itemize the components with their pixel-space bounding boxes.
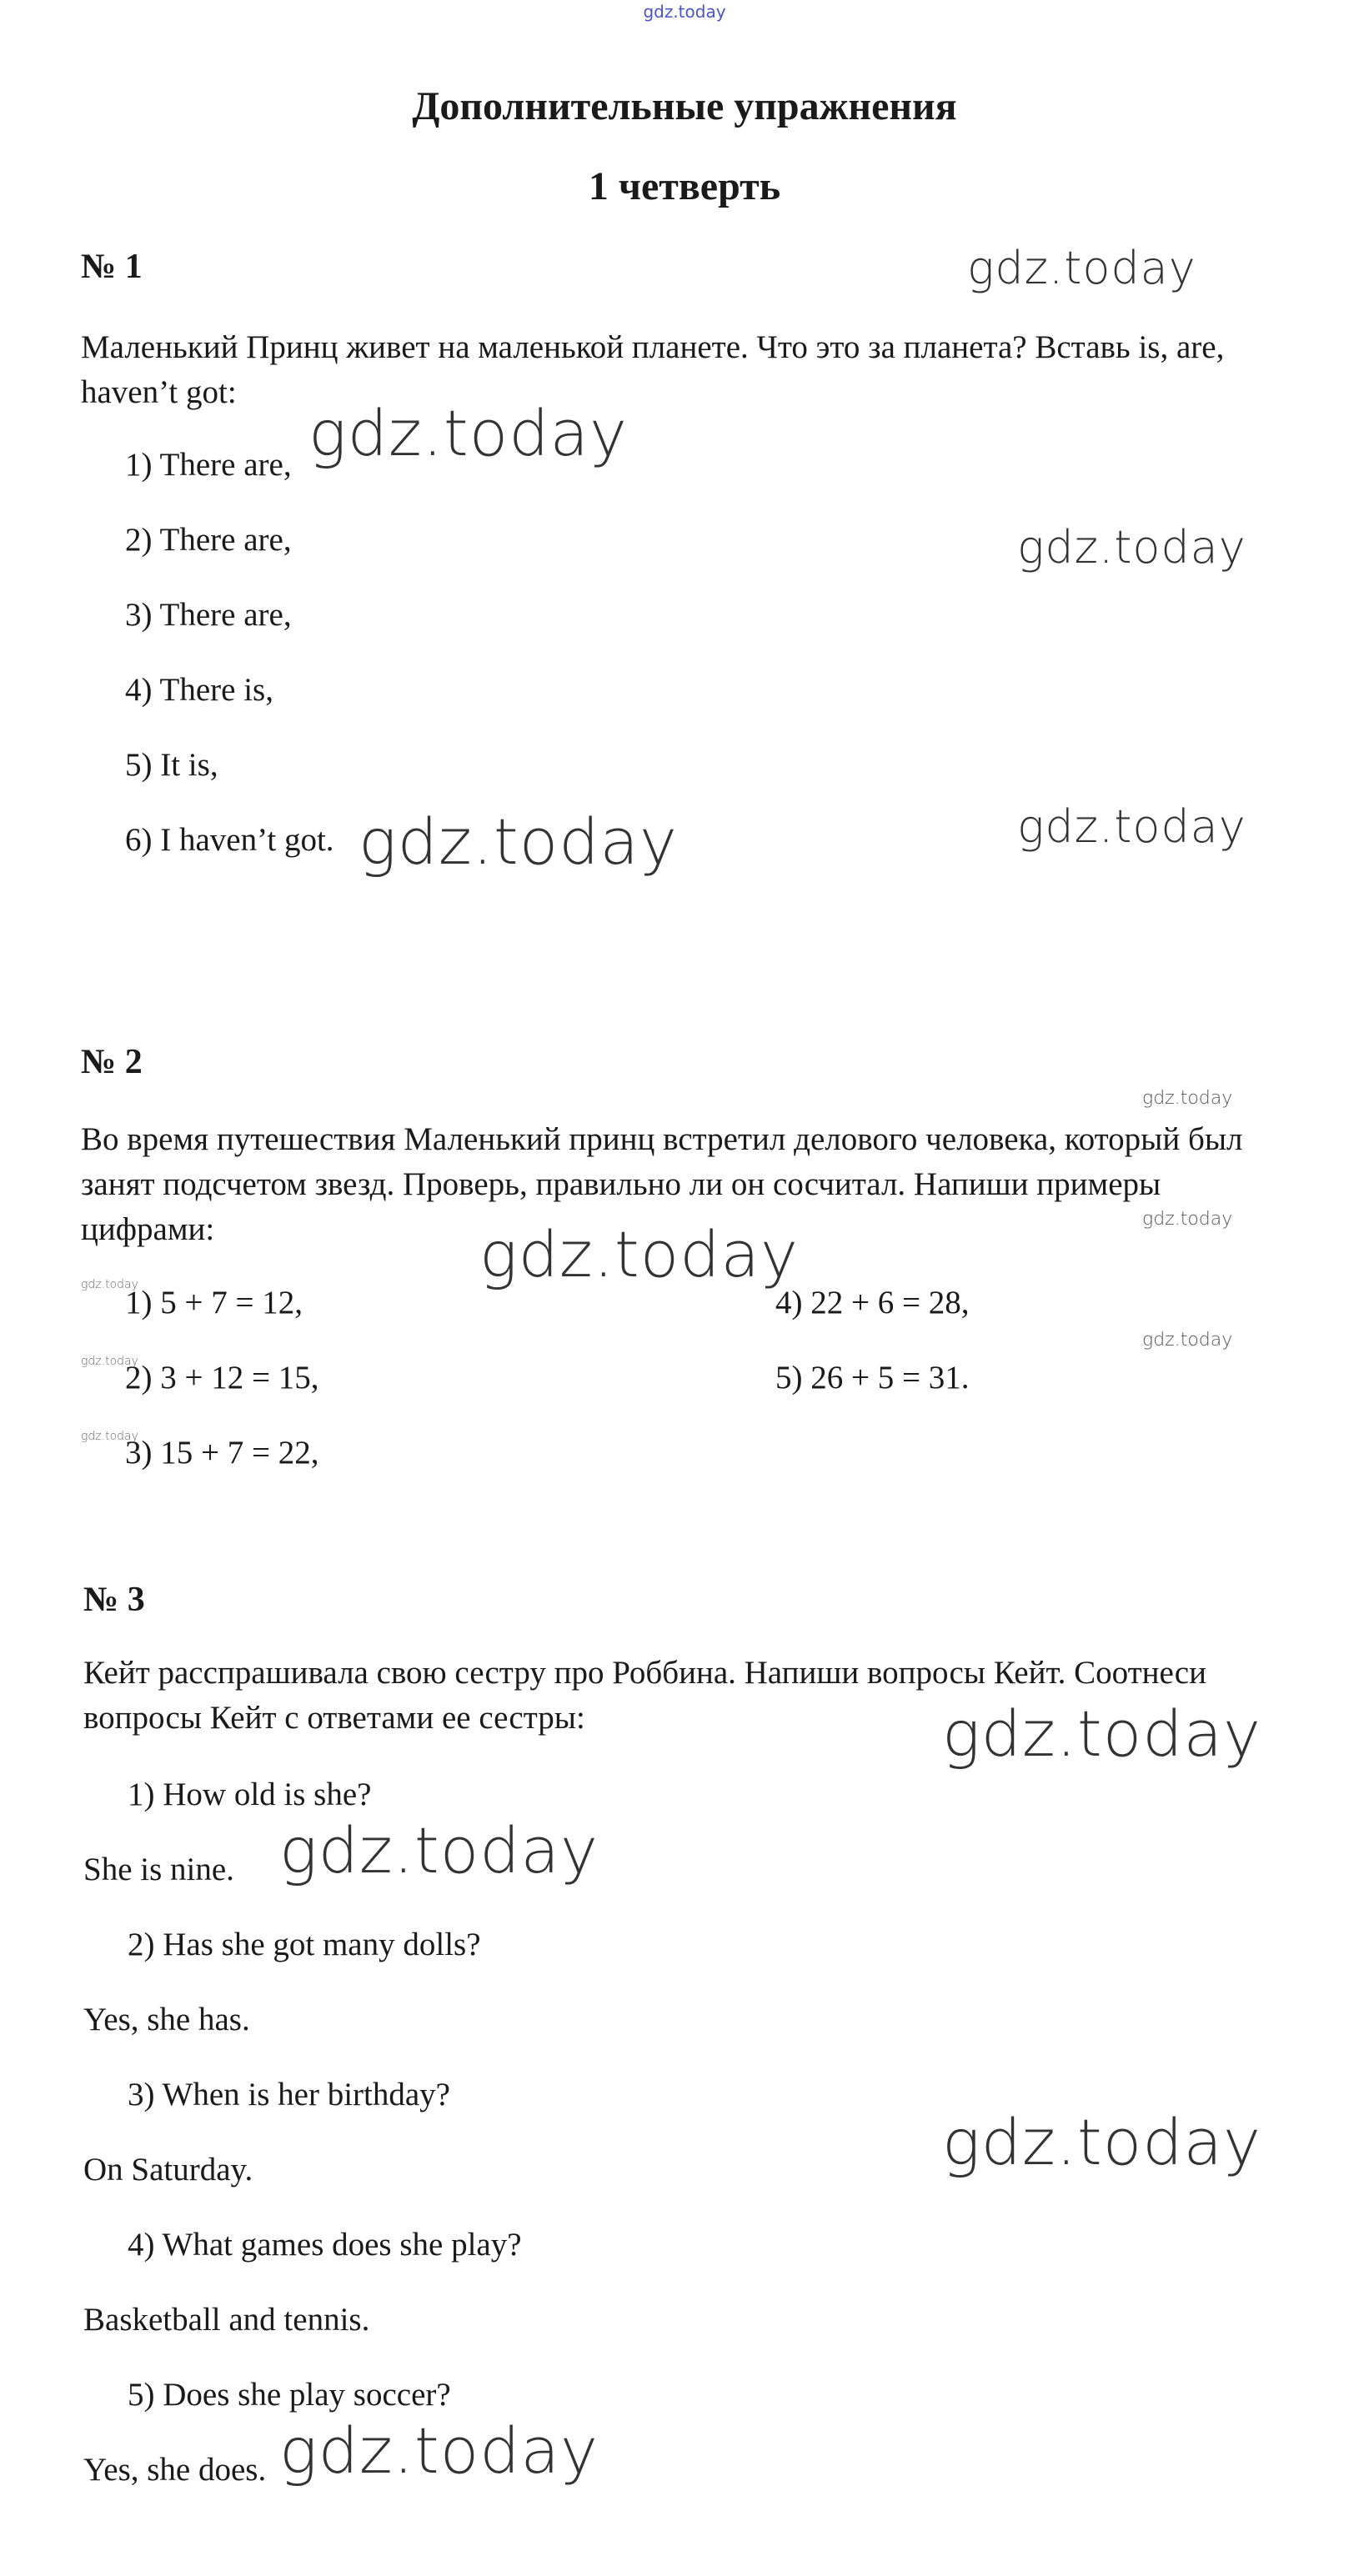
exercise-1-item: 2) There are, <box>125 522 292 558</box>
exercise-2-number: № 2 <box>81 1043 143 1081</box>
watermark: gdz.today <box>942 2105 1261 2179</box>
exercise-3-answer: Basketball and tennis. <box>83 2302 370 2338</box>
watermark: gdz.today <box>1017 800 1246 853</box>
watermark: gdz.today <box>308 396 628 470</box>
exercise-2-item: 2) 3 + 12 = 15, <box>125 1360 319 1396</box>
exercise-1-item: 4) There is, <box>125 672 273 708</box>
exercise-3-answer: Yes, she does. <box>83 2452 267 2488</box>
exercise-3-answer: She is nine. <box>83 1852 234 1887</box>
exercise-3-question: 3) When is her birthday? <box>128 2077 450 2112</box>
page-title: Дополнительные упражнения <box>412 84 957 128</box>
exercise-1-item: 1) There are, <box>125 447 292 483</box>
page-subtitle: 1 четверть <box>588 164 781 208</box>
watermark: gdz.today <box>81 1355 138 1368</box>
exercise-1-item: 3) There are, <box>125 597 292 633</box>
watermark: gdz.today <box>359 804 678 879</box>
watermark: gdz.today <box>81 1430 138 1443</box>
exercise-2-item: 1) 5 + 7 = 12, <box>125 1285 303 1321</box>
exercise-1-instructions: Маленький Принц живет на маленькой планете. Что это за планета? Вставь is, are, haven’t got: <box>81 329 1225 410</box>
exercise-3-number: № 3 <box>83 1581 145 1619</box>
exercise-1-number: № 1 <box>81 248 143 286</box>
site-mark: gdz.today <box>643 2 726 22</box>
watermark: gdz.today <box>81 1278 138 1291</box>
watermark: gdz.today <box>279 2413 599 2488</box>
watermark: gdz.today <box>967 242 1196 294</box>
exercise-3-question: 2) Has she got many dolls? <box>128 1927 481 1962</box>
exercise-2-item: 4) 22 + 6 = 28, <box>775 1285 970 1321</box>
watermark: gdz.today <box>479 1217 799 1291</box>
exercise-2-item: 3) 15 + 7 = 22, <box>125 1435 319 1471</box>
exercise-3-instructions: Кейт расспрашивала свою сестру про Роббина. Напиши вопросы Кейт. Соотнеси вопросы Кейт с ответами ее сестры: <box>83 1655 1206 1736</box>
exercise-3-question: 1) How old is she? <box>128 1777 372 1812</box>
exercise-3-question: 4) What games does she play? <box>128 2227 522 2263</box>
exercise-2-instructions: Во время путешествия Маленький принц встретил делового человека, который был занят подсчетом звезд. Проверь, правильно ли он сосчитал. Напиши примеры цифрами: <box>81 1121 1243 1247</box>
exercise-2-item: 5) 26 + 5 = 31. <box>775 1360 970 1396</box>
exercise-3-question: 5) Does she play soccer? <box>128 2377 451 2413</box>
watermark: gdz.today <box>1142 1209 1233 1230</box>
watermark: gdz.today <box>279 1813 599 1887</box>
exercise-3-answer: Yes, she has. <box>83 2002 250 2037</box>
watermark: gdz.today <box>942 1696 1261 1771</box>
watermark: gdz.today <box>1142 1330 1233 1351</box>
watermark: gdz.today <box>1017 521 1246 574</box>
watermark: gdz.today <box>1142 1088 1233 1109</box>
exercise-3-answer: On Saturday. <box>83 2152 253 2188</box>
exercise-1-item: 6) I haven’t got. <box>125 822 334 858</box>
exercise-1-item: 5) It is, <box>125 747 218 783</box>
